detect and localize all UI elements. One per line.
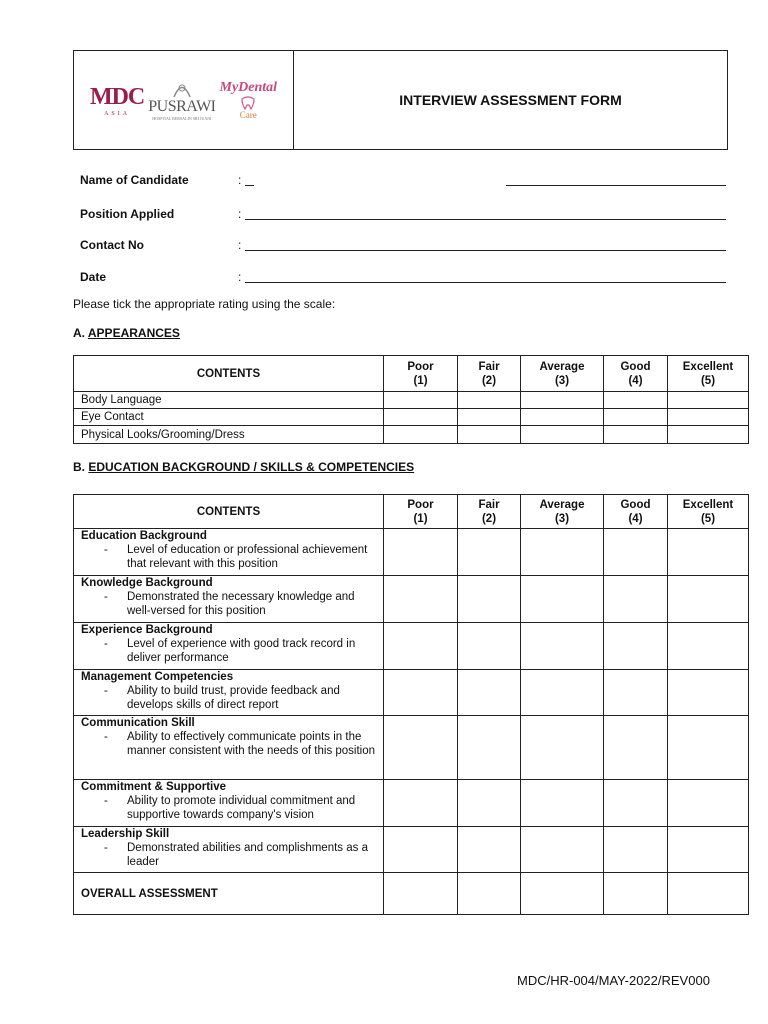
rating-score: (2) bbox=[481, 374, 497, 387]
rating-score: (1) bbox=[413, 374, 428, 387]
pusrawi-logo bbox=[148, 80, 215, 121]
rating-cell-fair[interactable] bbox=[458, 873, 521, 915]
date-blank[interactable] bbox=[245, 282, 726, 283]
rating-label: Fair bbox=[478, 498, 500, 511]
field-label: Date bbox=[80, 270, 107, 284]
rating-header-poor bbox=[384, 495, 458, 529]
position-applied-field[interactable] bbox=[80, 207, 728, 223]
rating-label: Good bbox=[620, 360, 651, 373]
tooth-icon bbox=[240, 96, 256, 110]
rating-cell-excellent[interactable] bbox=[668, 873, 749, 915]
rating-cell-fair[interactable] bbox=[458, 670, 521, 716]
rating-cell-excellent[interactable] bbox=[668, 827, 749, 873]
field-colon: : bbox=[238, 207, 242, 221]
table-row bbox=[74, 576, 749, 623]
rating-label: Poor bbox=[407, 498, 434, 511]
mdc-asia-logo bbox=[90, 84, 144, 117]
section-b-prefix: B. bbox=[73, 460, 85, 474]
rating-header-fair bbox=[458, 356, 521, 392]
rating-cell-fair[interactable] bbox=[458, 576, 521, 623]
table-row bbox=[74, 392, 749, 409]
rating-cell-poor[interactable] bbox=[384, 670, 458, 716]
table-row bbox=[74, 716, 749, 780]
rating-cell-poor[interactable] bbox=[384, 873, 458, 915]
criterion-cell bbox=[74, 716, 384, 780]
rating-label: Average bbox=[539, 498, 585, 511]
section-a-prefix: A. bbox=[73, 326, 85, 340]
rating-cell-average[interactable] bbox=[521, 623, 604, 670]
rating-cell-good[interactable] bbox=[604, 670, 668, 716]
field-colon: : bbox=[238, 270, 242, 284]
rating-score: (4) bbox=[628, 512, 643, 525]
criterion-title: Knowledge Background bbox=[81, 577, 213, 589]
mdc-logo-subtext: ASIA bbox=[104, 110, 131, 117]
bullet-dash: - bbox=[104, 638, 108, 650]
rating-cell-poor[interactable] bbox=[384, 409, 458, 426]
criterion-description bbox=[81, 637, 383, 665]
rating-cell-poor[interactable] bbox=[384, 576, 458, 623]
section-a-heading: APPEARANCES bbox=[87, 326, 180, 340]
rating-header-good bbox=[604, 495, 668, 529]
rating-cell-poor[interactable] bbox=[384, 529, 458, 576]
mydental-care-logo bbox=[220, 80, 278, 120]
rating-header-excellent bbox=[668, 495, 749, 529]
criterion-cell bbox=[74, 780, 384, 827]
criterion-title: Communication Skill bbox=[81, 717, 195, 729]
criterion-description-text: Demonstrated the necessary knowledge and well-versed for this position bbox=[127, 591, 355, 617]
table-row bbox=[74, 426, 749, 444]
candidate-name-blank[interactable] bbox=[506, 185, 726, 186]
rating-instruction: Please tick the appropriate rating using the scale: bbox=[73, 297, 336, 311]
field-colon: : bbox=[238, 173, 242, 187]
mydental-logo-text: MyDental bbox=[219, 80, 278, 95]
rating-cell-excellent[interactable] bbox=[668, 576, 749, 623]
rating-cell-poor[interactable] bbox=[384, 392, 458, 409]
pusrawi-logo-text: PUSRAWI bbox=[148, 97, 216, 115]
position-applied-blank[interactable] bbox=[245, 219, 726, 220]
pusrawi-dome-icon bbox=[171, 80, 193, 98]
criterion-description-text: Ability to build trust, provide feedback and develops skills of direct report bbox=[127, 685, 340, 711]
rating-cell-fair[interactable] bbox=[458, 409, 521, 426]
mdc-logo-text: MDC bbox=[89, 83, 145, 110]
rating-label: Average bbox=[539, 360, 585, 373]
contents-header: CONTENTS bbox=[74, 356, 384, 392]
rating-cell-excellent[interactable] bbox=[668, 670, 749, 716]
logo-strip bbox=[74, 51, 294, 149]
field-label: Position Applied bbox=[80, 207, 175, 221]
rating-score: (4) bbox=[628, 374, 643, 387]
rating-cell-good[interactable] bbox=[604, 409, 668, 426]
criterion-cell bbox=[74, 827, 384, 873]
table-row bbox=[74, 529, 749, 576]
section-b-title bbox=[73, 460, 414, 474]
item-label: Body Language bbox=[74, 392, 384, 409]
rating-header-fair bbox=[458, 495, 521, 529]
bullet-dash: - bbox=[104, 731, 108, 743]
rating-header-poor bbox=[384, 356, 458, 392]
bullet-dash: - bbox=[104, 544, 108, 556]
rating-cell-average[interactable] bbox=[521, 873, 604, 915]
rating-header-good bbox=[604, 356, 668, 392]
rating-cell-fair[interactable] bbox=[458, 780, 521, 827]
rating-cell-average[interactable] bbox=[521, 392, 604, 409]
rating-cell-good[interactable] bbox=[604, 426, 668, 444]
rating-label: Good bbox=[620, 498, 651, 511]
form-title: INTERVIEW ASSESSMENT FORM bbox=[399, 92, 622, 108]
field-colon: : bbox=[238, 238, 242, 252]
criterion-description bbox=[81, 543, 383, 571]
skills-competencies-table bbox=[73, 494, 749, 915]
criterion-description bbox=[81, 730, 383, 758]
rating-cell-good[interactable] bbox=[604, 392, 668, 409]
candidate-name-blank-stub[interactable] bbox=[245, 185, 254, 186]
section-a-title bbox=[73, 326, 180, 340]
rating-cell-average[interactable] bbox=[521, 426, 604, 444]
rating-cell-poor[interactable] bbox=[384, 623, 458, 670]
document-code: MDC/HR-004/MAY-2022/REV000 bbox=[517, 973, 710, 988]
rating-score: (3) bbox=[554, 512, 570, 525]
rating-cell-good[interactable] bbox=[604, 576, 668, 623]
rating-cell-average[interactable] bbox=[521, 716, 604, 780]
field-label: Contact No bbox=[80, 238, 144, 252]
table-row bbox=[74, 780, 749, 827]
rating-cell-fair[interactable] bbox=[458, 426, 521, 444]
contact-no-field[interactable] bbox=[80, 238, 728, 254]
table-header-row bbox=[74, 356, 749, 392]
table-row bbox=[74, 827, 749, 873]
overall-assessment-label: OVERALL ASSESSMENT bbox=[74, 873, 384, 915]
rating-cell-average[interactable] bbox=[521, 827, 604, 873]
rating-cell-good[interactable] bbox=[604, 827, 668, 873]
section-b-heading: EDUCATION BACKGROUND / SKILLS & COMPETENCIES bbox=[88, 460, 415, 474]
rating-cell-fair[interactable] bbox=[458, 623, 521, 670]
criterion-description bbox=[81, 590, 383, 618]
rating-cell-good[interactable] bbox=[604, 716, 668, 780]
criterion-title: Leadership Skill bbox=[81, 828, 170, 840]
date-field[interactable] bbox=[80, 270, 728, 286]
criterion-description-text: Level of education or professional achievement that relevant with this position bbox=[127, 544, 368, 570]
criterion-cell bbox=[74, 670, 384, 716]
criterion-description bbox=[81, 841, 383, 869]
rating-header-excellent bbox=[668, 356, 749, 392]
table-row bbox=[74, 670, 749, 716]
rating-cell-good[interactable] bbox=[604, 623, 668, 670]
pusrawi-logo-subtext: HOSPITAL BERSALIN SRI JUANI bbox=[152, 115, 212, 121]
rating-cell-poor[interactable] bbox=[384, 827, 458, 873]
rating-cell-excellent[interactable] bbox=[668, 716, 749, 780]
mydental-logo-subtext: Care bbox=[239, 110, 257, 120]
criterion-description-text: Level of experience with good track record in deliver performance bbox=[127, 638, 356, 664]
rating-cell-excellent[interactable] bbox=[668, 780, 749, 827]
rating-score: (5) bbox=[700, 512, 716, 525]
rating-score: (2) bbox=[481, 512, 497, 525]
bullet-dash: - bbox=[104, 685, 108, 697]
rating-cell-fair[interactable] bbox=[458, 392, 521, 409]
criterion-description bbox=[81, 684, 383, 712]
rating-cell-good[interactable] bbox=[604, 873, 668, 915]
rating-cell-fair[interactable] bbox=[458, 529, 521, 576]
rating-cell-excellent[interactable] bbox=[668, 426, 749, 444]
criterion-description-text: Ability to promote individual commitment and supportive towards company's vision bbox=[127, 795, 356, 821]
rating-cell-excellent[interactable] bbox=[668, 623, 749, 670]
criterion-title: Management Competencies bbox=[81, 671, 234, 683]
bullet-dash: - bbox=[104, 591, 108, 603]
criterion-description bbox=[81, 794, 383, 822]
table-row bbox=[74, 623, 749, 670]
rating-label: Excellent bbox=[682, 498, 734, 511]
rating-score: (3) bbox=[554, 374, 570, 387]
contact-no-blank[interactable] bbox=[245, 250, 726, 251]
name-of-candidate-field[interactable] bbox=[80, 173, 728, 189]
rating-cell-poor[interactable] bbox=[384, 780, 458, 827]
rating-cell-excellent[interactable] bbox=[668, 409, 749, 426]
rating-cell-average[interactable] bbox=[521, 670, 604, 716]
rating-label: Fair bbox=[478, 360, 500, 373]
criterion-title: Experience Background bbox=[81, 624, 213, 636]
overall-assessment-row bbox=[74, 873, 749, 915]
criterion-title: Commitment & Supportive bbox=[81, 781, 227, 793]
criterion-title: Education Background bbox=[81, 530, 207, 542]
rating-cell-average[interactable] bbox=[521, 780, 604, 827]
bullet-dash: - bbox=[104, 842, 108, 854]
criterion-description-text: Ability to effectively communicate points in the manner consistent with the needs of this position bbox=[127, 731, 376, 757]
bullet-dash: - bbox=[104, 795, 108, 807]
rating-cell-good[interactable] bbox=[604, 529, 668, 576]
rating-cell-average[interactable] bbox=[521, 409, 604, 426]
rating-label: Poor bbox=[407, 360, 434, 373]
rating-cell-poor[interactable] bbox=[384, 716, 458, 780]
criterion-description-text: Demonstrated abilities and complishments as a leader bbox=[127, 842, 368, 868]
criterion-cell bbox=[74, 529, 384, 576]
rating-cell-excellent[interactable] bbox=[668, 392, 749, 409]
rating-score: (1) bbox=[413, 512, 428, 525]
item-label: Eye Contact bbox=[74, 409, 384, 426]
table-row bbox=[74, 409, 749, 426]
contents-header: CONTENTS bbox=[74, 495, 384, 529]
rating-cell-average[interactable] bbox=[521, 576, 604, 623]
table-header-row bbox=[74, 495, 749, 529]
rating-cell-good[interactable] bbox=[604, 780, 668, 827]
rating-cell-fair[interactable] bbox=[458, 716, 521, 780]
item-label: Physical Looks/Grooming/Dress bbox=[74, 426, 384, 444]
rating-cell-excellent[interactable] bbox=[668, 529, 749, 576]
rating-score: (5) bbox=[700, 374, 716, 387]
criterion-cell bbox=[74, 576, 384, 623]
rating-header-average bbox=[521, 356, 604, 392]
rating-header-average bbox=[521, 495, 604, 529]
rating-cell-fair[interactable] bbox=[458, 827, 521, 873]
rating-cell-poor[interactable] bbox=[384, 426, 458, 444]
field-label: Name of Candidate bbox=[80, 173, 189, 187]
appearances-table bbox=[73, 355, 749, 444]
rating-label: Excellent bbox=[682, 360, 734, 373]
form-header bbox=[73, 50, 728, 150]
rating-cell-average[interactable] bbox=[521, 529, 604, 576]
criterion-cell bbox=[74, 623, 384, 670]
